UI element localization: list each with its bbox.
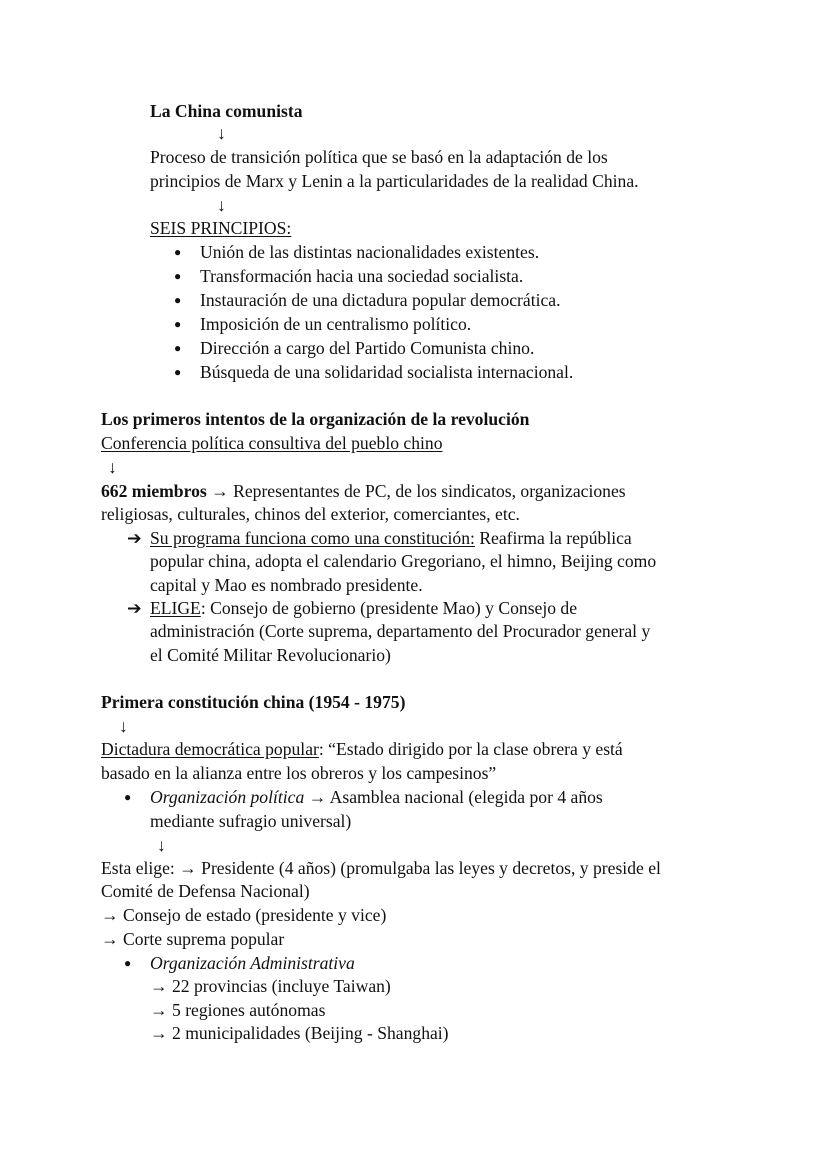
bullet-icon: ● [174,341,182,355]
list-item: Organización Administrativa [150,953,355,973]
paragraph-line: → Corte suprema popular [101,929,285,949]
item-text: → Asamblea nacional (elegida por 4 años [304,787,603,807]
list-item [150,785,603,809]
list-item-line: el Comité Militar Revolucionario) [150,645,391,665]
item-text: Reafirma la república [474,528,632,548]
list-item [150,596,577,620]
paragraph-line: principios de Marx y Lenin a la particularidades de la realidad China. [150,171,639,191]
bullet-icon: ● [174,365,182,379]
paragraph-line: religiosas, culturales, chinos del exterior, comerciantes, etc. [101,504,520,524]
list-item-line: mediante sufragio universal) [150,811,352,831]
list-item: Instauración de una dictadura popular democrática. [200,290,561,310]
paragraph-line: Proceso de transición política que se basó en la adaptación de los [150,147,608,167]
list-item: Búsqueda de una solidaridad socialista internacional. [200,362,574,382]
members-count: 662 miembros [101,481,207,501]
principles-heading: SEIS PRINCIPIOS: [150,218,292,238]
list-item: Transformación hacia una sociedad socialista. [200,266,524,286]
definition-text: : “Estado dirigido por la clase obrera y está [318,739,623,759]
section-title: La China comunista [150,101,303,121]
list-item-line: capital y Mao es nombrado presidente. [150,575,423,595]
down-arrow-icon: ↓ [157,835,166,855]
list-item [150,526,632,550]
item-label: ELIGE [150,598,201,618]
down-arrow-icon: ↓ [119,716,128,736]
down-arrow-icon: ↓ [217,195,226,215]
paragraph-line: basado en la alianza entre los obreros y los campesinos” [101,763,497,783]
bullet-icon: ● [174,245,182,259]
section-subtitle: Conferencia política consultiva del pueblo chino [101,433,443,453]
paragraph-line [101,479,626,503]
bullet-icon: ● [124,790,132,804]
down-arrow-icon: ↓ [108,457,117,477]
list-item-line: administración (Corte suprema, departamento del Procurador general y [150,621,651,641]
list-item: Imposición de un centralismo político. [200,314,472,334]
paragraph-line: Esta elige: → Presidente (4 años) (promulgaba las leyes y decretos, y preside el [101,858,661,878]
paragraph-line: Comité de Defensa Nacional) [101,881,310,901]
arrow-bullet-icon: ➔ [127,598,142,618]
item-text: : Consejo de gobierno (presidente Mao) y Consejo de [200,598,578,618]
list-item: Unión de las distintas nacionalidades existentes. [200,242,540,262]
arrow-bullet-icon: ➔ [127,528,142,548]
members-desc: → Representantes de PC, de los sindicatos, organizaciones [206,481,626,501]
bullet-icon: ● [174,269,182,283]
paragraph-line [101,737,623,761]
list-item: Dirección a cargo del Partido Comunista chino. [200,338,535,358]
down-arrow-icon: ↓ [217,123,226,143]
sub-item: → 22 provincias (incluye Taiwan) [150,976,391,996]
list-item-line: popular china, adopta el calendario Gregoriano, el himno, Beijing como [150,551,657,571]
section-title: Los primeros intentos de la organización de la revolución [101,409,530,429]
bullet-icon: ● [124,956,132,970]
section-title: Primera constitución china (1954 - 1975) [101,692,406,712]
sub-item: → 2 municipalidades (Beijing - Shanghai) [150,1023,449,1043]
paragraph-line: → Consejo de estado (presidente y vice) [101,905,387,925]
bullet-icon: ● [174,293,182,307]
item-label: Organización política [150,787,305,807]
item-label: Su programa funciona como una constitución: [150,528,475,548]
bullet-icon: ● [174,317,182,331]
sub-item: → 5 regiones autónomas [150,1000,326,1020]
definition-term: Dictadura democrática popular [101,739,319,759]
